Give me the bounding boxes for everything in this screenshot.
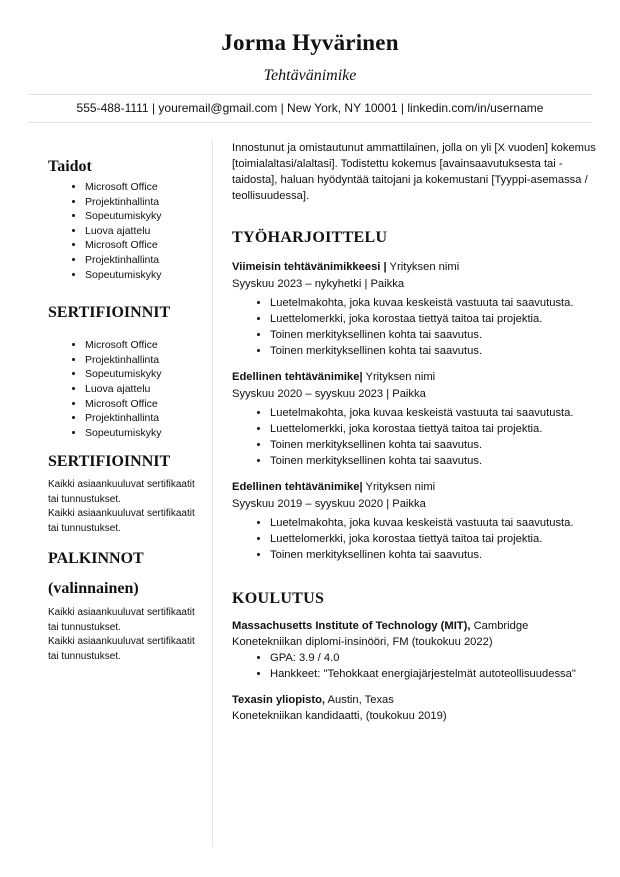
award-text: Kaikki asiaankuuluvat sertifikaatit tai tunnustukset.	[48, 636, 195, 662]
education-heading: KOULUTUS	[232, 590, 325, 607]
job-bullet: • Toinen merkityksellinen kohta tai saavutus.	[270, 437, 604, 453]
job-bullet: • Luettelomerkki, joka korostaa tiettyä taitoa tai projektia.	[270, 311, 604, 327]
job-position: Viimeisin tehtävänimikkeesi |	[232, 261, 387, 273]
sidebar	[48, 158, 208, 664]
job-company: Yrityksen nimi	[362, 481, 436, 493]
awards-heading: PALKINNOT	[48, 550, 144, 568]
job-position: Edellinen tehtävänimike|	[232, 371, 363, 383]
education-entry	[232, 692, 604, 724]
job-entry	[232, 479, 604, 563]
job-dates: Syyskuu 2020 – syyskuu 2023 | Paikka	[232, 388, 426, 400]
certification-item: • Luova ajattelu	[85, 382, 208, 397]
job-bullets	[232, 405, 604, 469]
experience-heading: TYÖHARJOITTELU	[232, 229, 388, 246]
education-entry	[232, 618, 604, 682]
header-divider-top	[28, 94, 592, 95]
education-bullet: • GPA: 3.9 / 4.0	[270, 650, 604, 666]
column-divider	[212, 140, 213, 847]
job-position: Edellinen tehtävänimike|	[232, 481, 363, 493]
awards-subheading: (valinnainen)	[48, 580, 139, 598]
award-text: Kaikki asiaankuuluvat sertifikaatit tai tunnustukset.	[48, 607, 195, 633]
school-name: Massachusetts Institute of Technology (MIT),	[232, 620, 471, 632]
school-location: Austin, Texas	[325, 694, 394, 706]
job-bullets	[232, 295, 604, 359]
job-bullet: • Luetelmakohta, joka kuvaa keskeistä vastuuta tai saavutusta.	[270, 515, 604, 531]
education-bullet: • Hankkeet: "Tehokkaat energiajärjestelmät autoteollisuudessa"	[270, 666, 604, 682]
certification-item: • Projektinhallinta	[85, 411, 208, 426]
certification-item: • Projektinhallinta	[85, 353, 208, 368]
certifications-heading-2: SERTIFIOINNIT	[48, 453, 171, 471]
skills-list	[48, 180, 208, 282]
job-company: Yrityksen nimi	[386, 261, 460, 273]
certification-item: • Microsoft Office	[85, 397, 208, 412]
contact-line: 555-488-1111 | youremail@gmail.com | New York, NY 10001 | linkedin.com/in/username	[76, 101, 544, 115]
job-dates: Syyskuu 2023 – nykyhetki | Paikka	[232, 278, 405, 290]
certification-item: • Microsoft Office	[85, 338, 208, 353]
main-content	[232, 140, 604, 724]
job-company: Yrityksen nimi	[362, 371, 436, 383]
skill-item: • Microsoft Office	[85, 180, 208, 195]
degree: Konetekniikan diplomi-insinööri, FM (toukokuu 2022)	[232, 636, 493, 648]
job-bullet: • Toinen merkityksellinen kohta tai saavutus.	[270, 343, 604, 359]
job-bullet: • Luettelomerkki, joka korostaa tiettyä taitoa tai projektia.	[270, 421, 604, 437]
certifications-heading: SERTIFIOINNIT	[48, 304, 171, 322]
professional-summary: Innostunut ja omistautunut ammattilainen, jolla on yli [X vuoden] kokemus [toimialaltasi/alaltasi]. Todistettu kokemus [avainsaavutuksesta tai -taidosta], haluan hyödyntää taitojani ja kokemustani [Tyyppi-asemassa / teollisuudessa].	[232, 142, 596, 202]
job-entry	[232, 369, 604, 469]
skill-item: • Projektinhallinta	[85, 253, 208, 268]
education-bullets	[232, 650, 604, 682]
job-entry	[232, 259, 604, 359]
skill-item: • Luova ajattelu	[85, 224, 208, 239]
skill-item: • Microsoft Office	[85, 238, 208, 253]
job-title-subheading: Tehtävänimike	[263, 67, 357, 84]
certifications-list	[48, 338, 208, 440]
header-divider-bottom	[28, 122, 592, 123]
job-bullet: • Toinen merkityksellinen kohta tai saavutus.	[270, 327, 604, 343]
job-bullet: • Luetelmakohta, joka kuvaa keskeistä vastuuta tai saavutusta.	[270, 295, 604, 311]
school-location: Cambridge	[470, 620, 529, 632]
skill-item: • Sopeutumiskyky	[85, 268, 208, 283]
certification-text: Kaikki asiaankuuluvat sertifikaatit tai tunnustukset.	[48, 508, 195, 534]
skills-heading: Taidot	[48, 158, 92, 175]
job-bullet: • Luetelmakohta, joka kuvaa keskeistä vastuuta tai saavutusta.	[270, 405, 604, 421]
job-bullet: • Toinen merkityksellinen kohta tai saavutus.	[270, 453, 604, 469]
certification-item: • Sopeutumiskyky	[85, 426, 208, 441]
skill-item: • Projektinhallinta	[85, 195, 208, 210]
job-bullet: • Luettelomerkki, joka korostaa tiettyä taitoa tai projektia.	[270, 531, 604, 547]
certification-item: • Sopeutumiskyky	[85, 367, 208, 382]
job-bullet: • Toinen merkityksellinen kohta tai saavutus.	[270, 547, 604, 563]
job-bullets	[232, 515, 604, 563]
skill-item: • Sopeutumiskyky	[85, 209, 208, 224]
candidate-name: Jorma Hyvärinen	[221, 30, 399, 55]
job-dates: Syyskuu 2019 – syyskuu 2020 | Paikka	[232, 498, 426, 510]
school-name: Texasin yliopisto,	[232, 694, 326, 706]
certification-text: Kaikki asiaankuuluvat sertifikaatit tai tunnustukset.	[48, 479, 195, 505]
degree: Konetekniikan kandidaatti, (toukokuu 2019)	[232, 710, 447, 722]
